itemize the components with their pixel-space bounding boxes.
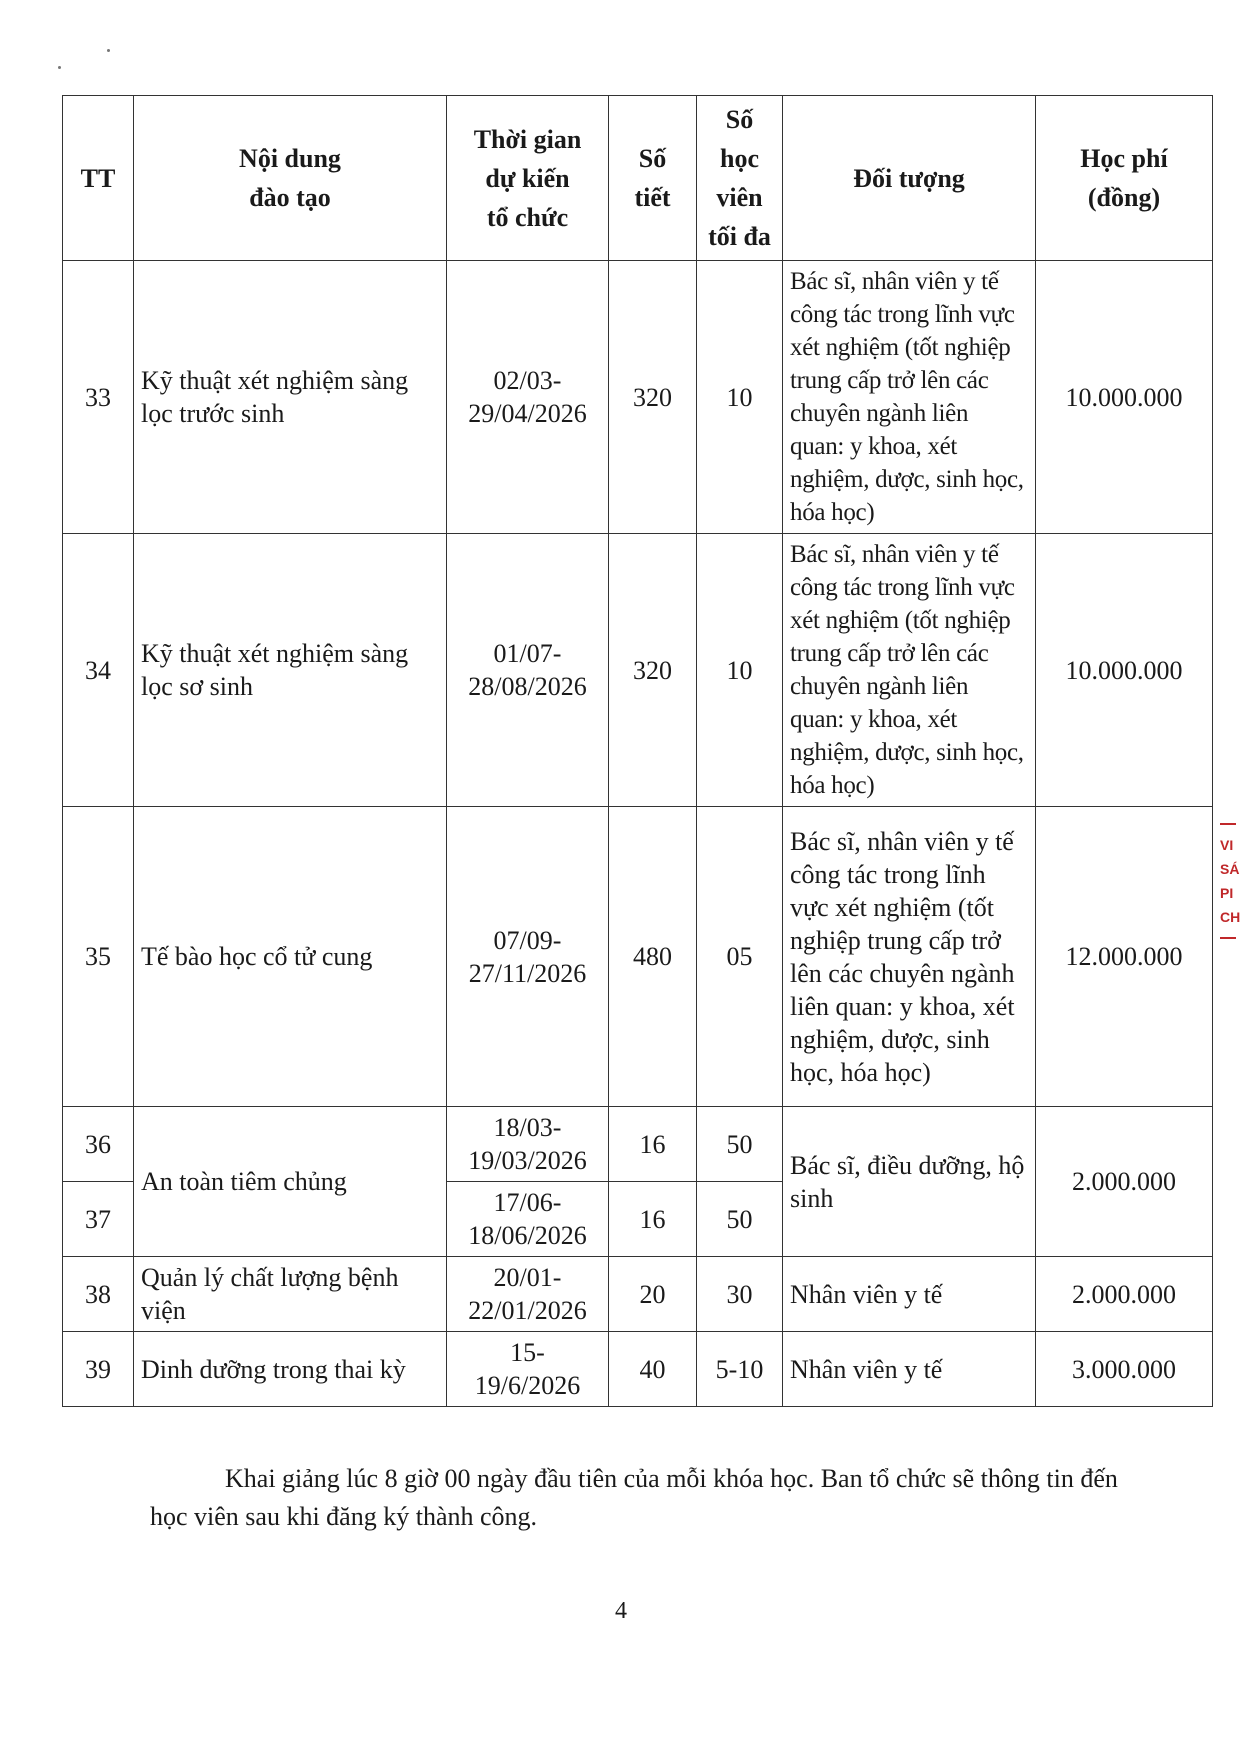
cell-target: Bác sĩ, nhân viên y tế công tác trong lĩnh vực xét nghiệm (tốt nghiệp trung cấp trở lên các chuyên ngành liên quan: y khoa, xét nghiệm, dược, sinh học, hóa học) (783, 534, 1036, 807)
course-table (62, 95, 1213, 1407)
table-row (63, 261, 1213, 534)
cell-hours: 16 (609, 1182, 697, 1257)
table-header-row (63, 96, 1213, 261)
cell-fee: 10.000.000 (1036, 534, 1213, 807)
cell-time: 15- 19/6/2026 (447, 1332, 609, 1407)
cell-time: 17/06- 18/06/2026 (447, 1182, 609, 1257)
cell-fee: 2.000.000 (1036, 1107, 1213, 1257)
stamp-text: VI (1220, 837, 1234, 853)
cell-tt: 36 (63, 1107, 134, 1182)
cell-hours: 480 (609, 807, 697, 1107)
stamp-line (1220, 937, 1236, 939)
cell-target: Nhân viên y tế (783, 1332, 1036, 1407)
table-row (63, 534, 1213, 807)
stamp-line (1220, 823, 1236, 825)
cell-hours: 320 (609, 534, 697, 807)
cell-time: 20/01- 22/01/2026 (447, 1257, 609, 1332)
cell-content: Quản lý chất lượng bệnh viện (134, 1257, 447, 1332)
stamp-text: PI (1220, 885, 1234, 901)
cell-time: 01/07- 28/08/2026 (447, 534, 609, 807)
cell-target: Nhân viên y tế (783, 1257, 1036, 1332)
cell-max-students: 50 (697, 1182, 783, 1257)
cell-tt: 34 (63, 534, 134, 807)
stamp-text: CH (1220, 909, 1241, 925)
cell-time: 18/03- 19/03/2026 (447, 1107, 609, 1182)
cell-time: 07/09- 27/11/2026 (447, 807, 609, 1107)
cell-fee: 3.000.000 (1036, 1332, 1213, 1407)
cell-target: Bác sĩ, điều dưỡng, hộ sinh (783, 1107, 1036, 1257)
cell-tt: 33 (63, 261, 134, 534)
opening-note: Khai giảng lúc 8 giờ 00 ngày đầu tiên của mỗi khóa học. Ban tổ chức sẽ thông tin đến học viên sau khi đăng ký thành công. (150, 1464, 1118, 1531)
cell-max-students: 05 (697, 807, 783, 1107)
stamp-text: SÁ (1220, 861, 1240, 877)
header-max-students: Số học viên tối đa (697, 96, 783, 261)
cell-target: Bác sĩ, nhân viên y tế công tác trong lĩnh vực xét nghiệm (tốt nghiệp trung cấp trở lên các chuyên ngành liên quan: y khoa, xét nghiệm, dược, sinh học, hóa học) (783, 261, 1036, 534)
header-target: Đối tượng (783, 96, 1036, 261)
cell-hours: 16 (609, 1107, 697, 1182)
cell-max-students: 10 (697, 534, 783, 807)
cell-tt: 38 (63, 1257, 134, 1332)
scan-speck (107, 49, 110, 52)
cell-tt: 37 (63, 1182, 134, 1257)
cell-content: An toàn tiêm chủng (134, 1107, 447, 1257)
table-row (63, 1257, 1213, 1332)
cell-fee: 12.000.000 (1036, 807, 1213, 1107)
cell-content: Tế bào học cổ tử cung (134, 807, 447, 1107)
cell-content: Kỹ thuật xét nghiệm sàng lọc sơ sinh (134, 534, 447, 807)
red-stamp-fragment (1220, 815, 1242, 947)
cell-hours: 20 (609, 1257, 697, 1332)
header-fee: Học phí (đồng) (1036, 96, 1213, 261)
cell-fee: 10.000.000 (1036, 261, 1213, 534)
cell-content: Dinh dưỡng trong thai kỳ (134, 1332, 447, 1407)
cell-hours: 320 (609, 261, 697, 534)
cell-time: 02/03- 29/04/2026 (447, 261, 609, 534)
cell-tt: 39 (63, 1332, 134, 1407)
cell-fee: 2.000.000 (1036, 1257, 1213, 1332)
cell-max-students: 30 (697, 1257, 783, 1332)
cell-target: Bác sĩ, nhân viên y tế công tác trong lĩnh vực xét nghiệm (tốt nghiệp trung cấp trở lên các chuyên ngành liên quan: y khoa, xét nghiệm, dược, sinh học, hóa học) (783, 807, 1036, 1107)
cell-content: Kỹ thuật xét nghiệm sàng lọc trước sinh (134, 261, 447, 534)
table-row (63, 1332, 1213, 1407)
header-content: Nội dung đào tạo (134, 96, 447, 261)
header-hours: Số tiết (609, 96, 697, 261)
table-row (63, 1107, 1213, 1182)
cell-max-students: 50 (697, 1107, 783, 1182)
scan-speck (58, 66, 61, 69)
cell-tt: 35 (63, 807, 134, 1107)
cell-max-students: 5-10 (697, 1332, 783, 1407)
page-number: 4 (615, 1598, 627, 1624)
cell-hours: 40 (609, 1332, 697, 1407)
cell-max-students: 10 (697, 261, 783, 534)
table-row (63, 807, 1213, 1107)
header-tt: TT (63, 96, 134, 261)
header-time: Thời gian dự kiến tổ chức (447, 96, 609, 261)
